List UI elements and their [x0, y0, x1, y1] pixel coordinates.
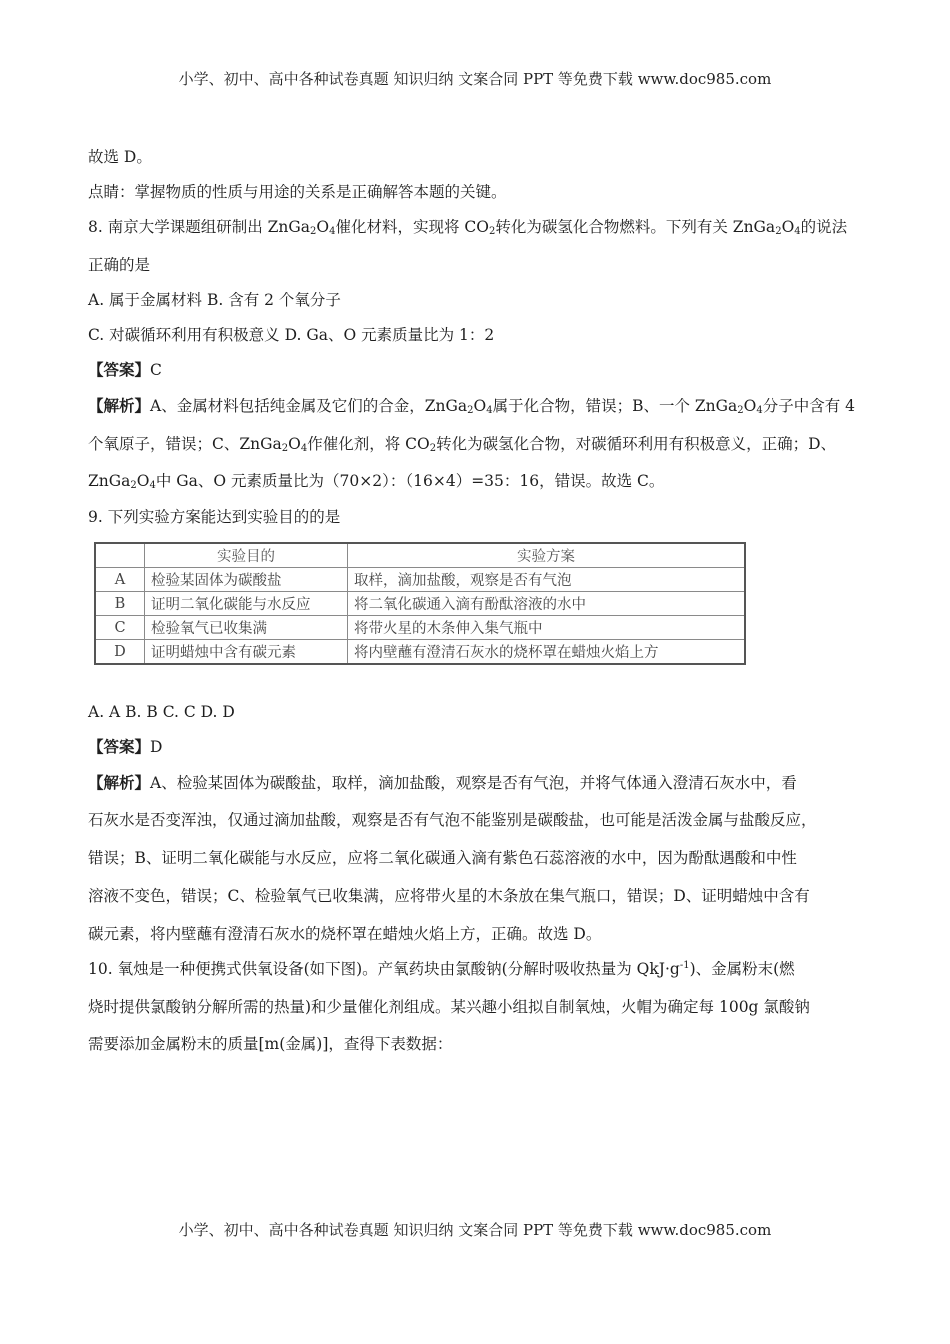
prev-tip: 点睛：掌握物质的性质与用途的关系是正确解答本题的关键。	[88, 183, 507, 201]
q10-line1: 10. 氧烛是一种便携式供氧设备(如下图)。产氧药块由氯酸钠(分解时吸收热量为 $QkJ\cdot g^{-1}$)、金属粉末(燃	[88, 960, 795, 978]
q8-stem-line2: 正确的是	[88, 256, 151, 274]
q9-analysis-line3: 错误；B、证明二氧化碳能与水反应，应将二氧化碳通入滴有紫色石蕊溶液的水中，因为酚酞遇酸和中性	[88, 849, 797, 867]
table-header-row	[95, 543, 745, 568]
table-cell: C	[95, 616, 145, 640]
table-cell: 将内壁蘸有澄清石灰水的烧杯罩在蜡烛火焰上方	[348, 640, 746, 665]
table-row	[95, 568, 745, 592]
table-cell: 证明蜡烛中含有碳元素	[145, 640, 348, 665]
q10-line3: 需要添加金属粉末的质量[m(金属)]，查得下表数据：	[88, 1035, 453, 1053]
q9-analysis-line1: 【解析】A、检验某固体为碳酸盐，取样，滴加盐酸，观察是否有气泡，并将气体通入澄清石灰水中，看	[88, 773, 797, 792]
table-row	[95, 616, 745, 640]
q8-analysis-line2: 个氧原子，错误；C、$ZnGa_2O_4$作催化剂，将 $CO_2$转化为碳氢化合物，对碳循环利用有积极意义，正确；D、	[88, 435, 837, 454]
q9-options: A. A B. B C. C D. D	[88, 703, 235, 721]
prev-conclusion: 故选 D。	[88, 148, 152, 166]
table-cell: D	[95, 640, 145, 665]
table-cell: 将带火星的木条伸入集气瓶中	[348, 616, 746, 640]
table-row	[95, 592, 745, 616]
table-header-cell: 实验目的	[145, 543, 348, 568]
q8-stem-line1: 8. 南京大学课题组研制出 $ZnGa_2O_4$催化材料，实现将 $CO_2$转化为碳氢化合物燃料。下列有关 $ZnGa_2O_4$的说法	[88, 218, 848, 237]
table-cell: 检验氧气已收集满	[145, 616, 348, 640]
q9-experiment-table	[94, 542, 746, 665]
q8-options-line1: A. 属于金属材料 B. 含有 2 个氧分子	[88, 291, 341, 309]
table-cell: A	[95, 568, 145, 592]
table-header-cell	[95, 543, 145, 568]
table-cell: 检验某固体为碳酸盐	[145, 568, 348, 592]
q8-analysis-line3: $ZnGa_2O_4$中 Ga、O 元素质量比为（70×2）：（16×4）=35：16，错误。故选 C。	[88, 472, 665, 491]
table-cell: 将二氧化碳通入滴有酚酞溶液的水中	[348, 592, 746, 616]
q8-analysis-line1: 【解析】A、金属材料包括纯金属及它们的合金，$ZnGa_2O_4$属于化合物，错误；B、一个 $ZnGa_2O_4$分子中含有 4	[88, 396, 856, 416]
page-header: 小学、初中、高中各种试卷真题 知识归纳 文案合同 PPT 等免费下载 www.doc985.com	[178, 70, 772, 88]
q9-analysis-line4: 溶液不变色，错误；C、检验氧气已收集满，应将带火星的木条放在集气瓶口，错误；D、证明蜡烛中含有	[88, 887, 810, 905]
q9-analysis-line5: 碳元素，将内壁蘸有澄清石灰水的烧杯罩在蜡烛火焰上方，正确。故选 D。	[88, 925, 602, 943]
q8-options-line2: C. 对碳循环利用有积极意义 D. Ga、O 元素质量比为 1：2	[88, 326, 495, 344]
table-cell: B	[95, 592, 145, 616]
table-cell: 证明二氧化碳能与水反应	[145, 592, 348, 616]
page-footer: 小学、初中、高中各种试卷真题 知识归纳 文案合同 PPT 等免费下载 www.doc985.com	[178, 1221, 772, 1239]
q9-stem: 9. 下列实验方案能达到实验目的的是	[88, 508, 341, 526]
q9-answer: 【答案】D	[88, 737, 163, 756]
table-row	[95, 640, 745, 665]
q8-answer: 【答案】C	[88, 360, 162, 379]
table-header-cell: 实验方案	[348, 543, 746, 568]
q10-line2: 烧时提供氯酸钠分解所需的热量)和少量催化剂组成。某兴趣小组拟自制氧烛，火帽为确定每 100g 氯酸钠	[88, 998, 810, 1016]
q9-analysis-line2: 石灰水是否变浑浊，仅通过滴加盐酸，观察是否有气泡不能鉴别是碳酸盐，也可能是活泼金属与盐酸反应，	[88, 811, 817, 829]
table-cell: 取样，滴加盐酸，观察是否有气泡	[348, 568, 746, 592]
